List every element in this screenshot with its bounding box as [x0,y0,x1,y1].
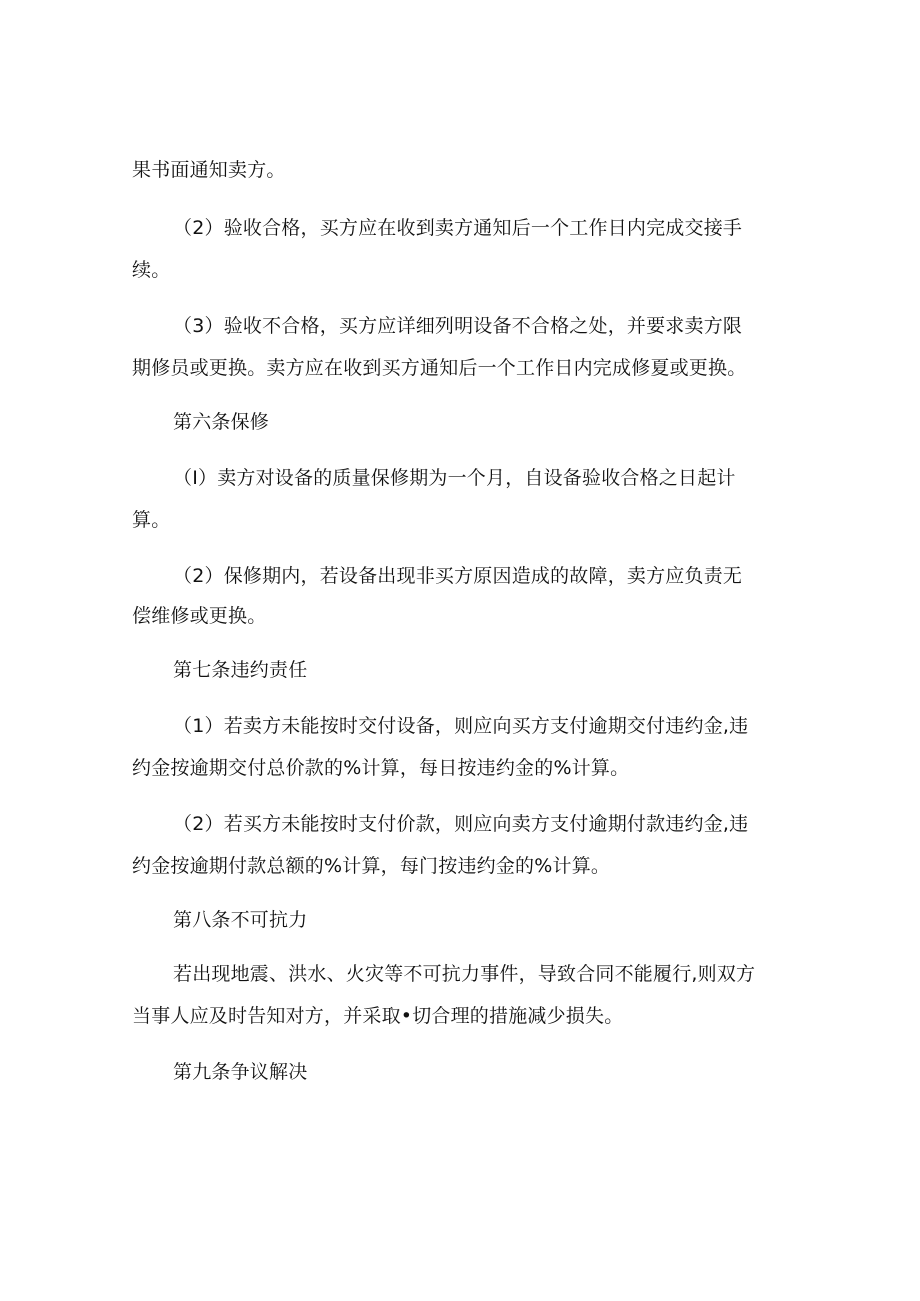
section-heading: 第八条不可抗力 [173,909,308,931]
section-heading: 第六条保修 [173,411,270,433]
text-line: 约金按逾期付款总额的%计算，每门按违约金的%计算。 [132,855,611,877]
text-line: 约金按逾期交付总价款的%计算，每日按违约金的%计算。 [132,757,630,779]
text-line: （1）若卖方未能按时交付设备，则应向买方支付逾期交付违约金,违 [173,715,749,737]
text-line: 当事人应及时告知对方，并采取•切合理的措施减少损失。 [132,1005,624,1027]
text-line: 期修员或更换。卖方应在收到买方通知后一个工作日内完成修夏或更换。 [132,357,747,379]
text-line: （3）验收不合格，买方应详细列明设备不合格之处，并要求卖方限 [173,315,743,337]
text-line: 若出现地震、洪水、火灾等不可抗力事件，导致合同不能履行,则双方 [173,963,756,985]
text-line: （2）验收合格，买方应在收到卖方通知后一个工作日内完成交接手 [173,217,743,239]
text-line: 偿维修或更换。 [132,605,267,627]
text-line: 续。 [132,259,171,281]
section-heading: 第九条争议解决 [173,1061,308,1083]
text-line: （I）卖方对设备的质量保修期为一个月，自设备验收合格之日起计 [173,467,736,489]
text-line: 果书面通知卖方。 [132,159,286,181]
text-line: 算。 [132,509,171,531]
section-heading: 第七条违约责任 [173,659,308,681]
text-line: （2）若买方未能按时支付价款，则应向卖方支付逾期付款违约金,违 [173,813,749,835]
text-line: （2）保修期内，若设备出现非买方原因造成的故障，卖方应负责无 [173,565,743,587]
